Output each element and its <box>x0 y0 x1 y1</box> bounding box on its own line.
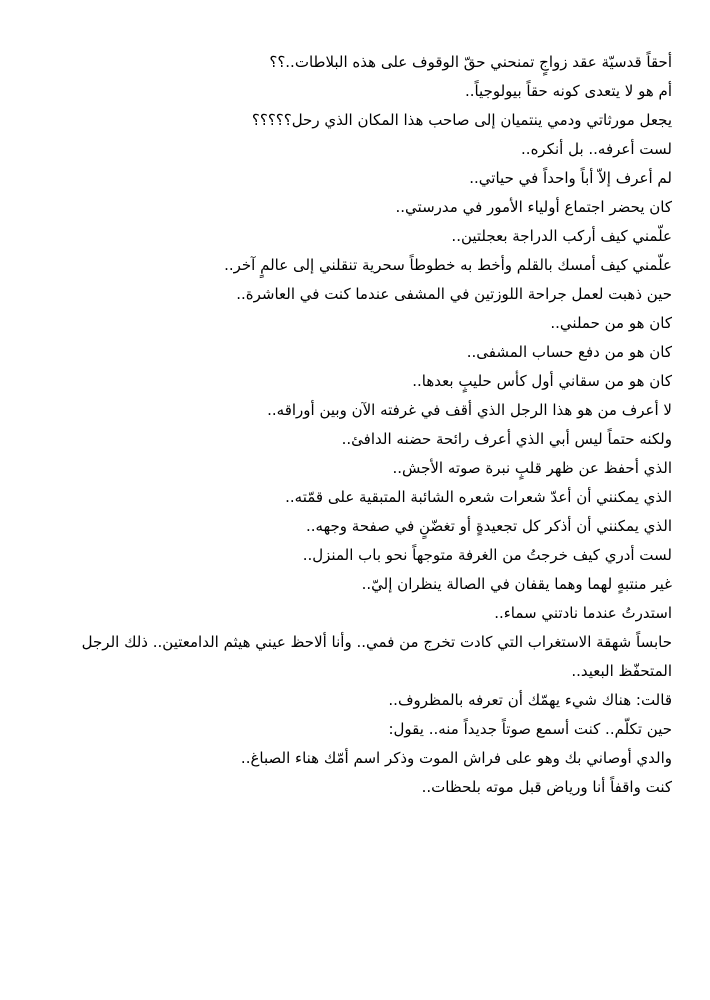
text-line: قالت: هناك شيء يهمّك أن تعرفه بالمظروف.. <box>388 691 672 709</box>
text-line: لم أعرف إلاّ أباً واحداً في حياتي.. <box>469 169 672 187</box>
text-line: كان هو من دفع حساب المشفى.. <box>466 343 672 361</box>
text-line: كان هو من سقاني أول كأس حليبٍ بعدها.. <box>412 372 672 390</box>
text-line: لست أعرفه.. بل أنكره.. <box>521 140 672 158</box>
text-line: كان يحضر اجتماع أولياء الأمور في مدرستي.. <box>395 198 672 216</box>
text-line: لا أعرف من هو هذا الرجل الذي أقف في غرفته الآن وبين أوراقه.. <box>267 401 672 419</box>
text-line: حين تكلّم.. كنت أسمع صوتاً جديداً منه.. يقول: <box>388 720 672 738</box>
text-line: كان هو من حملني.. <box>550 314 672 332</box>
text-line: لست أدري كيف خرجتُ من الغرفة متوجهاً نحو باب المنزل.. <box>302 546 672 564</box>
text-line: يجعل مورثاتي ودمي ينتميان إلى صاحب هذا المكان الذي رحل؟؟؟؟؟ <box>251 111 672 129</box>
text-line: علّمني كيف أمسك بالقلم وأخط به خطوطاً سحرية تنقلني إلى عالمٍ آخر.. <box>224 256 672 274</box>
text-line: الذي يمكنني أن أذكر كل تجعيدةٍ أو تغضّنٍ في صفحة وجهه.. <box>306 517 672 535</box>
text-line: والدي أوصاني بك وهو على فراش الموت وذكر اسم أمّك هناء الصباغ.. <box>240 749 672 767</box>
text-paragraph: حابساً شهقة الاستغراب التي كادت تخرج من فمي.. وأنا ألاحظ عيني هيثم الدامعتين.. ذلك الرجل المتحفّظ البعيد.. <box>81 633 672 680</box>
document-body <box>32 48 672 802</box>
text-line: الذي يمكنني أن أعدّ شعرات شعره الشائبة المتبقية على قمّته.. <box>285 488 672 506</box>
text-line: أحقاً قدسيّة عقد زواجٍ تمنحني حقّ الوقوف على هذه البلاطات..؟؟ <box>269 53 672 71</box>
text-line: حين ذهبت لعمل جراحة اللوزتين في المشفى عندما كنت في العاشرة.. <box>236 285 672 303</box>
text-line: استدرتُ عندما نادتني سماء.. <box>494 604 672 622</box>
text-line: أم هو لا يتعدى كونه حقاً بيولوجياً.. <box>464 82 672 100</box>
text-line: كنت واقفاً أنا ورياض قبل موته بلحظات.. <box>421 778 672 796</box>
text-line: علّمني كيف أركب الدراجة بعجلتين.. <box>451 227 672 245</box>
text-line: الذي أحفظ عن ظهر قلبٍ نبرة صوته الأجش.. <box>392 459 672 477</box>
text-line: ولكنه حتماً ليس أبي الذي أعرف رائحة حضنه الدافئ.. <box>341 430 672 448</box>
text-line: غير منتبهٍ لهما وهما يقفان في الصالة ينظران إليّ.. <box>361 575 672 593</box>
